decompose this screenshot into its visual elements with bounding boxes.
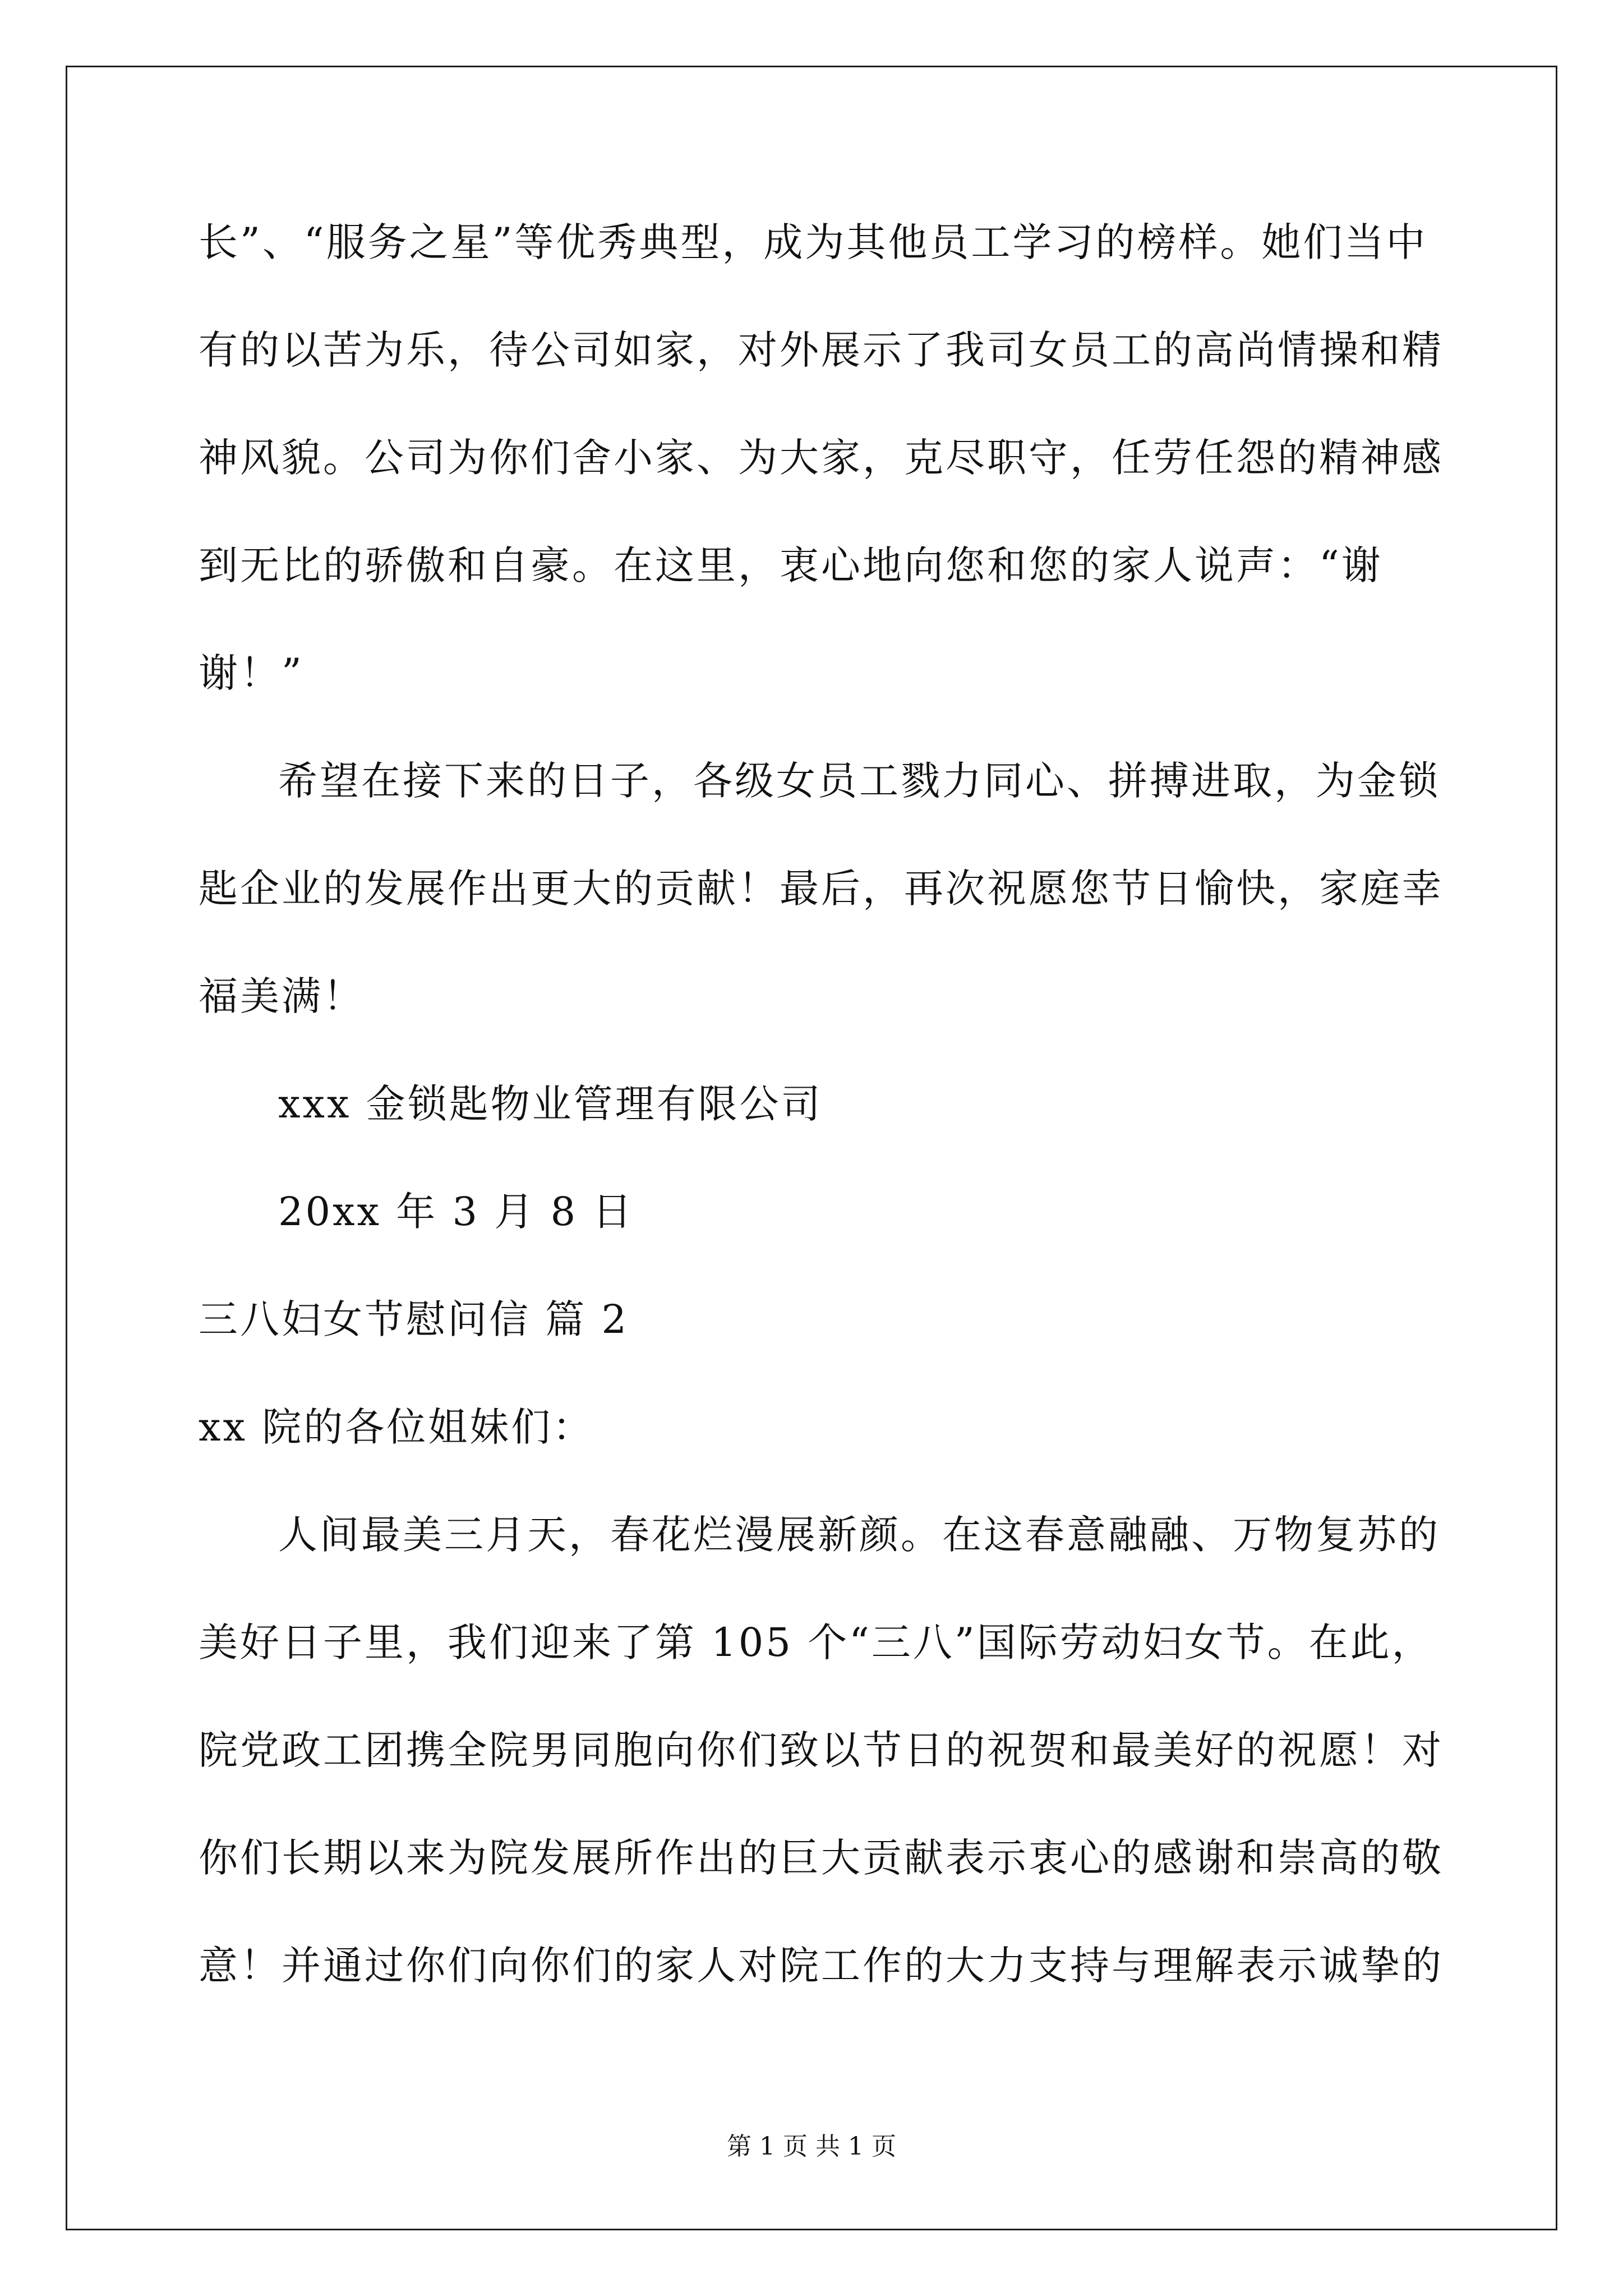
- page-border: [66, 66, 1557, 2230]
- section-2-title: 三八妇女节慰问信 篇 2: [199, 1296, 629, 1342]
- section-2-paragraph-line-5: 意！并通过你们向你们的家人对院工作的大力支持与理解表示诚挚的: [199, 1943, 1444, 1989]
- paragraph-2-line-1: 希望在接下来的日子，各级女员工戮力同心、拼搏进取，为金锁: [278, 758, 1440, 804]
- paragraph-1-line-5: 谢！”: [199, 650, 304, 696]
- paragraph-2-line-3: 福美满！: [199, 973, 365, 1019]
- section-2-paragraph-line-1: 人间最美三月天，春花烂漫展新颜。在这春意融融、万物复苏的: [278, 1512, 1440, 1558]
- section-2-paragraph-line-2: 美好日子里，我们迎来了第 105 个“三八”国际劳动妇女节。在此，: [199, 1619, 1433, 1665]
- signature-company: xxx 金锁匙物业管理有限公司: [278, 1081, 823, 1127]
- signature-date: 20xx 年 3 月 8 日: [278, 1189, 634, 1235]
- page-footer: 第 1 页 共 1 页: [727, 2132, 896, 2161]
- paragraph-1-line-3: 神风貌。公司为你们舍小家、为大家，克尽职守，任劳任怨的精神感: [199, 435, 1444, 481]
- section-2-paragraph-line-3: 院党政工团携全院男同胞向你们致以节日的祝贺和最美好的祝愿！对: [199, 1727, 1444, 1773]
- paragraph-2-line-2: 匙企业的发展作出更大的贡献！最后，再次祝愿您节日愉快，家庭幸: [199, 866, 1444, 912]
- section-2-paragraph-line-4: 你们长期以来为院发展所作出的巨大贡献表示衷心的感谢和崇高的敬: [199, 1835, 1444, 1881]
- paragraph-1-line-1: 长”、“服务之星”等优秀典型，成为其他员工学习的榜样。她们当中: [199, 219, 1428, 265]
- paragraph-1-line-4: 到无比的骄傲和自豪。在这里，衷心地向您和您的家人说声：“谢: [199, 542, 1383, 588]
- section-2-salutation: xx 院的各位姐妹们：: [199, 1404, 594, 1450]
- paragraph-1-line-2: 有的以苦为乐，待公司如家，对外展示了我司女员工的高尚情操和精: [199, 327, 1444, 373]
